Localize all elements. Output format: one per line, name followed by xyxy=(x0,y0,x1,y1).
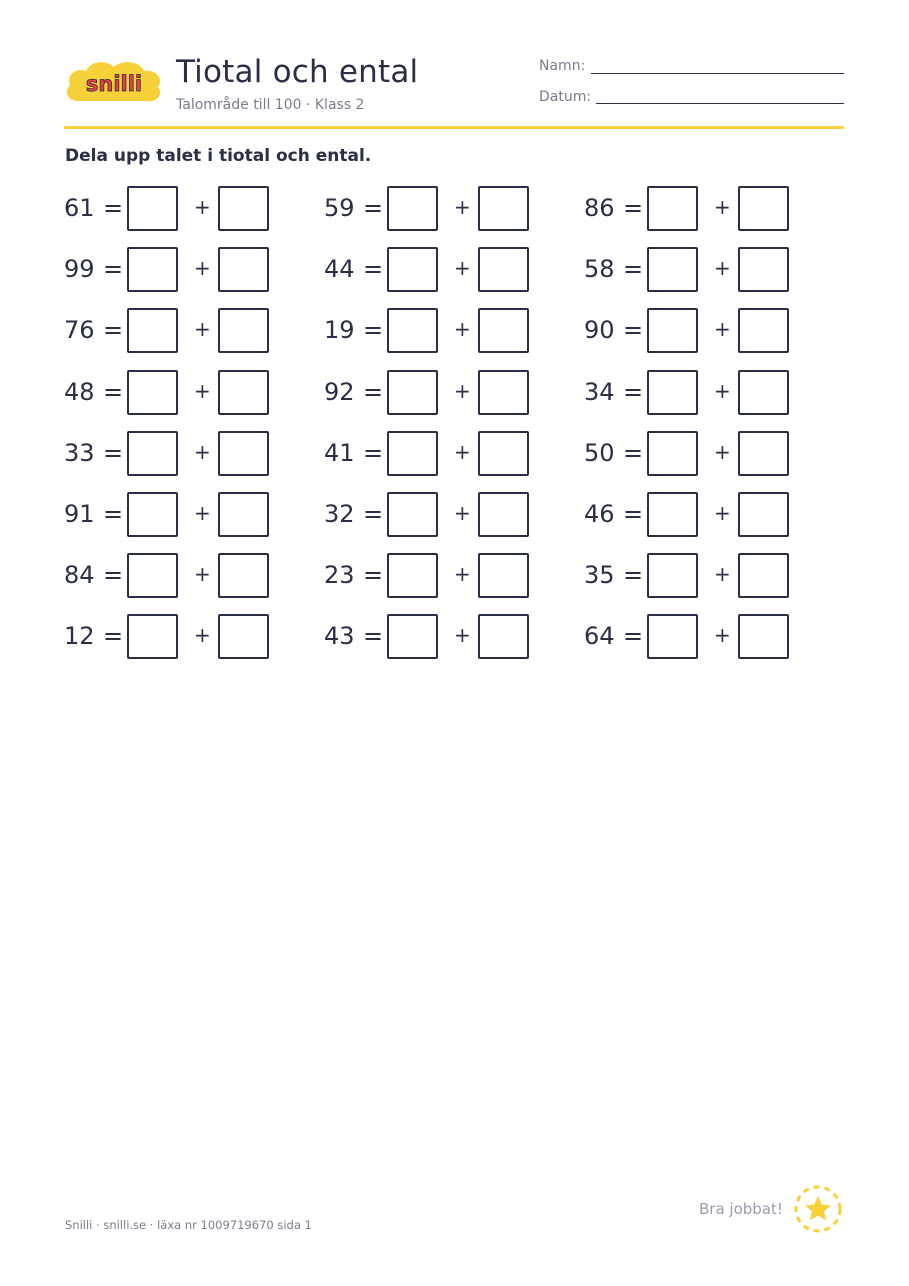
tens-answer-box[interactable] xyxy=(127,370,178,415)
ones-answer-box[interactable] xyxy=(738,492,789,537)
problem-number: 58 xyxy=(584,255,615,284)
problem-item xyxy=(324,369,574,417)
problem-row xyxy=(64,369,844,430)
ones-answer-box[interactable] xyxy=(738,308,789,353)
ones-answer-box[interactable] xyxy=(738,431,789,476)
page-subtitle: Talområde till 100 · Klass 2 xyxy=(176,97,365,113)
problem-item xyxy=(324,552,574,600)
problem-item xyxy=(324,185,574,233)
problem-number: 76 xyxy=(64,316,95,345)
equals-sign: = xyxy=(103,194,124,222)
problem-item xyxy=(324,613,574,661)
problem-row xyxy=(64,613,844,674)
tens-answer-box[interactable] xyxy=(647,614,698,659)
problem-number: 84 xyxy=(64,561,95,590)
tens-answer-box[interactable] xyxy=(127,614,178,659)
problem-number: 64 xyxy=(584,622,615,651)
problem-number: 46 xyxy=(584,499,615,528)
ones-answer-box[interactable] xyxy=(218,614,269,659)
ones-answer-box[interactable] xyxy=(218,553,269,598)
name-label: Namn: xyxy=(539,58,586,74)
ones-answer-box[interactable] xyxy=(478,431,529,476)
ones-answer-box[interactable] xyxy=(218,308,269,353)
tens-answer-box[interactable] xyxy=(127,247,178,292)
equals-sign: = xyxy=(623,377,644,406)
problem-item xyxy=(584,552,834,600)
date-line[interactable] xyxy=(596,103,844,104)
equals-sign: = xyxy=(623,499,644,528)
problem-item xyxy=(64,491,314,539)
problem-row xyxy=(64,430,844,491)
plus-sign: + xyxy=(714,562,731,587)
ones-answer-box[interactable] xyxy=(478,370,529,415)
tens-answer-box[interactable] xyxy=(127,492,178,537)
problem-item xyxy=(324,491,574,539)
tens-answer-box[interactable] xyxy=(647,308,698,353)
equals-sign: = xyxy=(103,499,124,528)
ones-answer-box[interactable] xyxy=(738,614,789,659)
problem-row xyxy=(64,552,844,613)
problem-number: 59 xyxy=(324,194,355,222)
plus-sign: + xyxy=(194,378,211,403)
problem-number: 32 xyxy=(324,499,355,528)
plus-sign: + xyxy=(194,623,211,648)
problem-item xyxy=(64,369,314,417)
tens-answer-box[interactable] xyxy=(127,553,178,598)
problem-item xyxy=(584,613,834,661)
problem-number: 12 xyxy=(64,622,95,651)
problem-row xyxy=(64,246,844,307)
problem-number: 43 xyxy=(324,622,355,651)
plus-sign: + xyxy=(194,256,211,281)
problem-item xyxy=(64,307,314,355)
problem-number: 90 xyxy=(584,316,615,345)
plus-sign: + xyxy=(454,317,471,342)
plus-sign: + xyxy=(714,317,731,342)
equals-sign: = xyxy=(363,255,384,284)
tens-answer-box[interactable] xyxy=(387,308,438,353)
ones-answer-box[interactable] xyxy=(478,492,529,537)
tens-answer-box[interactable] xyxy=(647,553,698,598)
equals-sign: = xyxy=(363,499,384,528)
equals-sign: = xyxy=(363,438,384,467)
problem-item xyxy=(584,307,834,355)
equals-sign: = xyxy=(363,316,384,345)
equals-sign: = xyxy=(623,438,644,467)
tens-answer-box[interactable] xyxy=(647,370,698,415)
problem-number: 19 xyxy=(324,316,355,345)
problem-number: 23 xyxy=(324,561,355,590)
tens-answer-box[interactable] xyxy=(647,431,698,476)
praise-text: Bra jobbat! xyxy=(699,1200,783,1218)
plus-sign: + xyxy=(714,439,731,464)
ones-answer-box[interactable] xyxy=(218,186,269,231)
problem-item xyxy=(64,185,314,233)
problem-number: 33 xyxy=(64,438,95,467)
ones-answer-box[interactable] xyxy=(218,431,269,476)
problem-number: 86 xyxy=(584,194,615,222)
date-label: Datum: xyxy=(539,89,592,105)
equals-sign: = xyxy=(623,561,644,590)
equals-sign: = xyxy=(363,194,384,222)
plus-sign: + xyxy=(194,317,211,342)
tens-answer-box[interactable] xyxy=(647,247,698,292)
problem-item xyxy=(324,430,574,478)
problem-number: 48 xyxy=(64,377,95,406)
ones-answer-box[interactable] xyxy=(478,614,529,659)
problem-item xyxy=(324,246,574,294)
equals-sign: = xyxy=(103,438,124,467)
ones-answer-box[interactable] xyxy=(478,186,529,231)
logo-text: snilli xyxy=(85,72,143,96)
problem-number: 92 xyxy=(324,377,355,406)
name-line[interactable] xyxy=(591,73,844,74)
tens-answer-box[interactable] xyxy=(387,553,438,598)
problem-item xyxy=(584,491,834,539)
tens-answer-box[interactable] xyxy=(387,492,438,537)
instruction-text: Dela upp talet i tiotal och ental. xyxy=(65,146,372,166)
equals-sign: = xyxy=(363,622,384,651)
plus-sign: + xyxy=(194,500,211,525)
tens-answer-box[interactable] xyxy=(127,431,178,476)
tens-answer-box[interactable] xyxy=(387,431,438,476)
plus-sign: + xyxy=(714,378,731,403)
equals-sign: = xyxy=(103,561,124,590)
ones-answer-box[interactable] xyxy=(218,247,269,292)
equals-sign: = xyxy=(363,377,384,406)
problem-number: 99 xyxy=(64,255,95,284)
ones-answer-box[interactable] xyxy=(478,308,529,353)
equals-sign: = xyxy=(103,255,124,284)
plus-sign: + xyxy=(194,439,211,464)
problem-item xyxy=(584,246,834,294)
equals-sign: = xyxy=(103,377,124,406)
plus-sign: + xyxy=(454,439,471,464)
footer-text: Snilli · snilli.se · läxa nr 1009719670 sida 1 xyxy=(65,1218,312,1232)
problem-number: 91 xyxy=(64,499,95,528)
problem-item xyxy=(64,246,314,294)
ones-answer-box[interactable] xyxy=(478,247,529,292)
problem-item xyxy=(64,552,314,600)
tens-answer-box[interactable] xyxy=(387,186,438,231)
plus-sign: + xyxy=(714,256,731,281)
plus-sign: + xyxy=(454,623,471,648)
problem-row xyxy=(64,307,844,368)
problem-number: 44 xyxy=(324,255,355,284)
tens-answer-box[interactable] xyxy=(647,492,698,537)
problem-item xyxy=(64,613,314,661)
ones-answer-box[interactable] xyxy=(218,370,269,415)
problem-number: 50 xyxy=(584,438,615,467)
ones-answer-box[interactable] xyxy=(738,186,789,231)
tens-answer-box[interactable] xyxy=(387,247,438,292)
plus-sign: + xyxy=(454,562,471,587)
snilli-logo xyxy=(64,57,164,109)
plus-sign: + xyxy=(454,195,471,219)
equals-sign: = xyxy=(623,255,644,284)
tens-answer-box[interactable] xyxy=(647,186,698,231)
plus-sign: + xyxy=(714,500,731,525)
ones-answer-box[interactable] xyxy=(738,370,789,415)
ones-answer-box[interactable] xyxy=(478,553,529,598)
plus-sign: + xyxy=(714,195,731,219)
ones-answer-box[interactable] xyxy=(218,492,269,537)
plus-sign: + xyxy=(454,500,471,525)
problem-number: 34 xyxy=(584,377,615,406)
equals-sign: = xyxy=(103,316,124,345)
problem-item xyxy=(324,307,574,355)
tens-answer-box[interactable] xyxy=(127,308,178,353)
problem-grid xyxy=(64,185,844,675)
problem-item xyxy=(584,185,834,233)
tens-answer-box[interactable] xyxy=(387,614,438,659)
ones-answer-box[interactable] xyxy=(738,553,789,598)
equals-sign: = xyxy=(103,622,124,651)
problem-number: 61 xyxy=(64,194,95,222)
plus-sign: + xyxy=(454,256,471,281)
problem-number: 41 xyxy=(324,438,355,467)
plus-sign: + xyxy=(714,623,731,648)
equals-sign: = xyxy=(623,622,644,651)
equals-sign: = xyxy=(623,194,644,222)
problem-row xyxy=(64,491,844,552)
tens-answer-box[interactable] xyxy=(387,370,438,415)
page-title: Tiotal och ental xyxy=(176,54,419,90)
problem-item xyxy=(584,430,834,478)
problem-item xyxy=(584,369,834,417)
plus-sign: + xyxy=(194,562,211,587)
tens-answer-box[interactable] xyxy=(127,186,178,231)
problem-item xyxy=(64,430,314,478)
header-divider xyxy=(64,126,844,129)
star-badge-icon xyxy=(793,1184,843,1234)
plus-sign: + xyxy=(454,378,471,403)
problem-row xyxy=(64,185,844,246)
equals-sign: = xyxy=(363,561,384,590)
equals-sign: = xyxy=(623,316,644,345)
problem-number: 35 xyxy=(584,561,615,590)
ones-answer-box[interactable] xyxy=(738,247,789,292)
plus-sign: + xyxy=(194,195,211,219)
